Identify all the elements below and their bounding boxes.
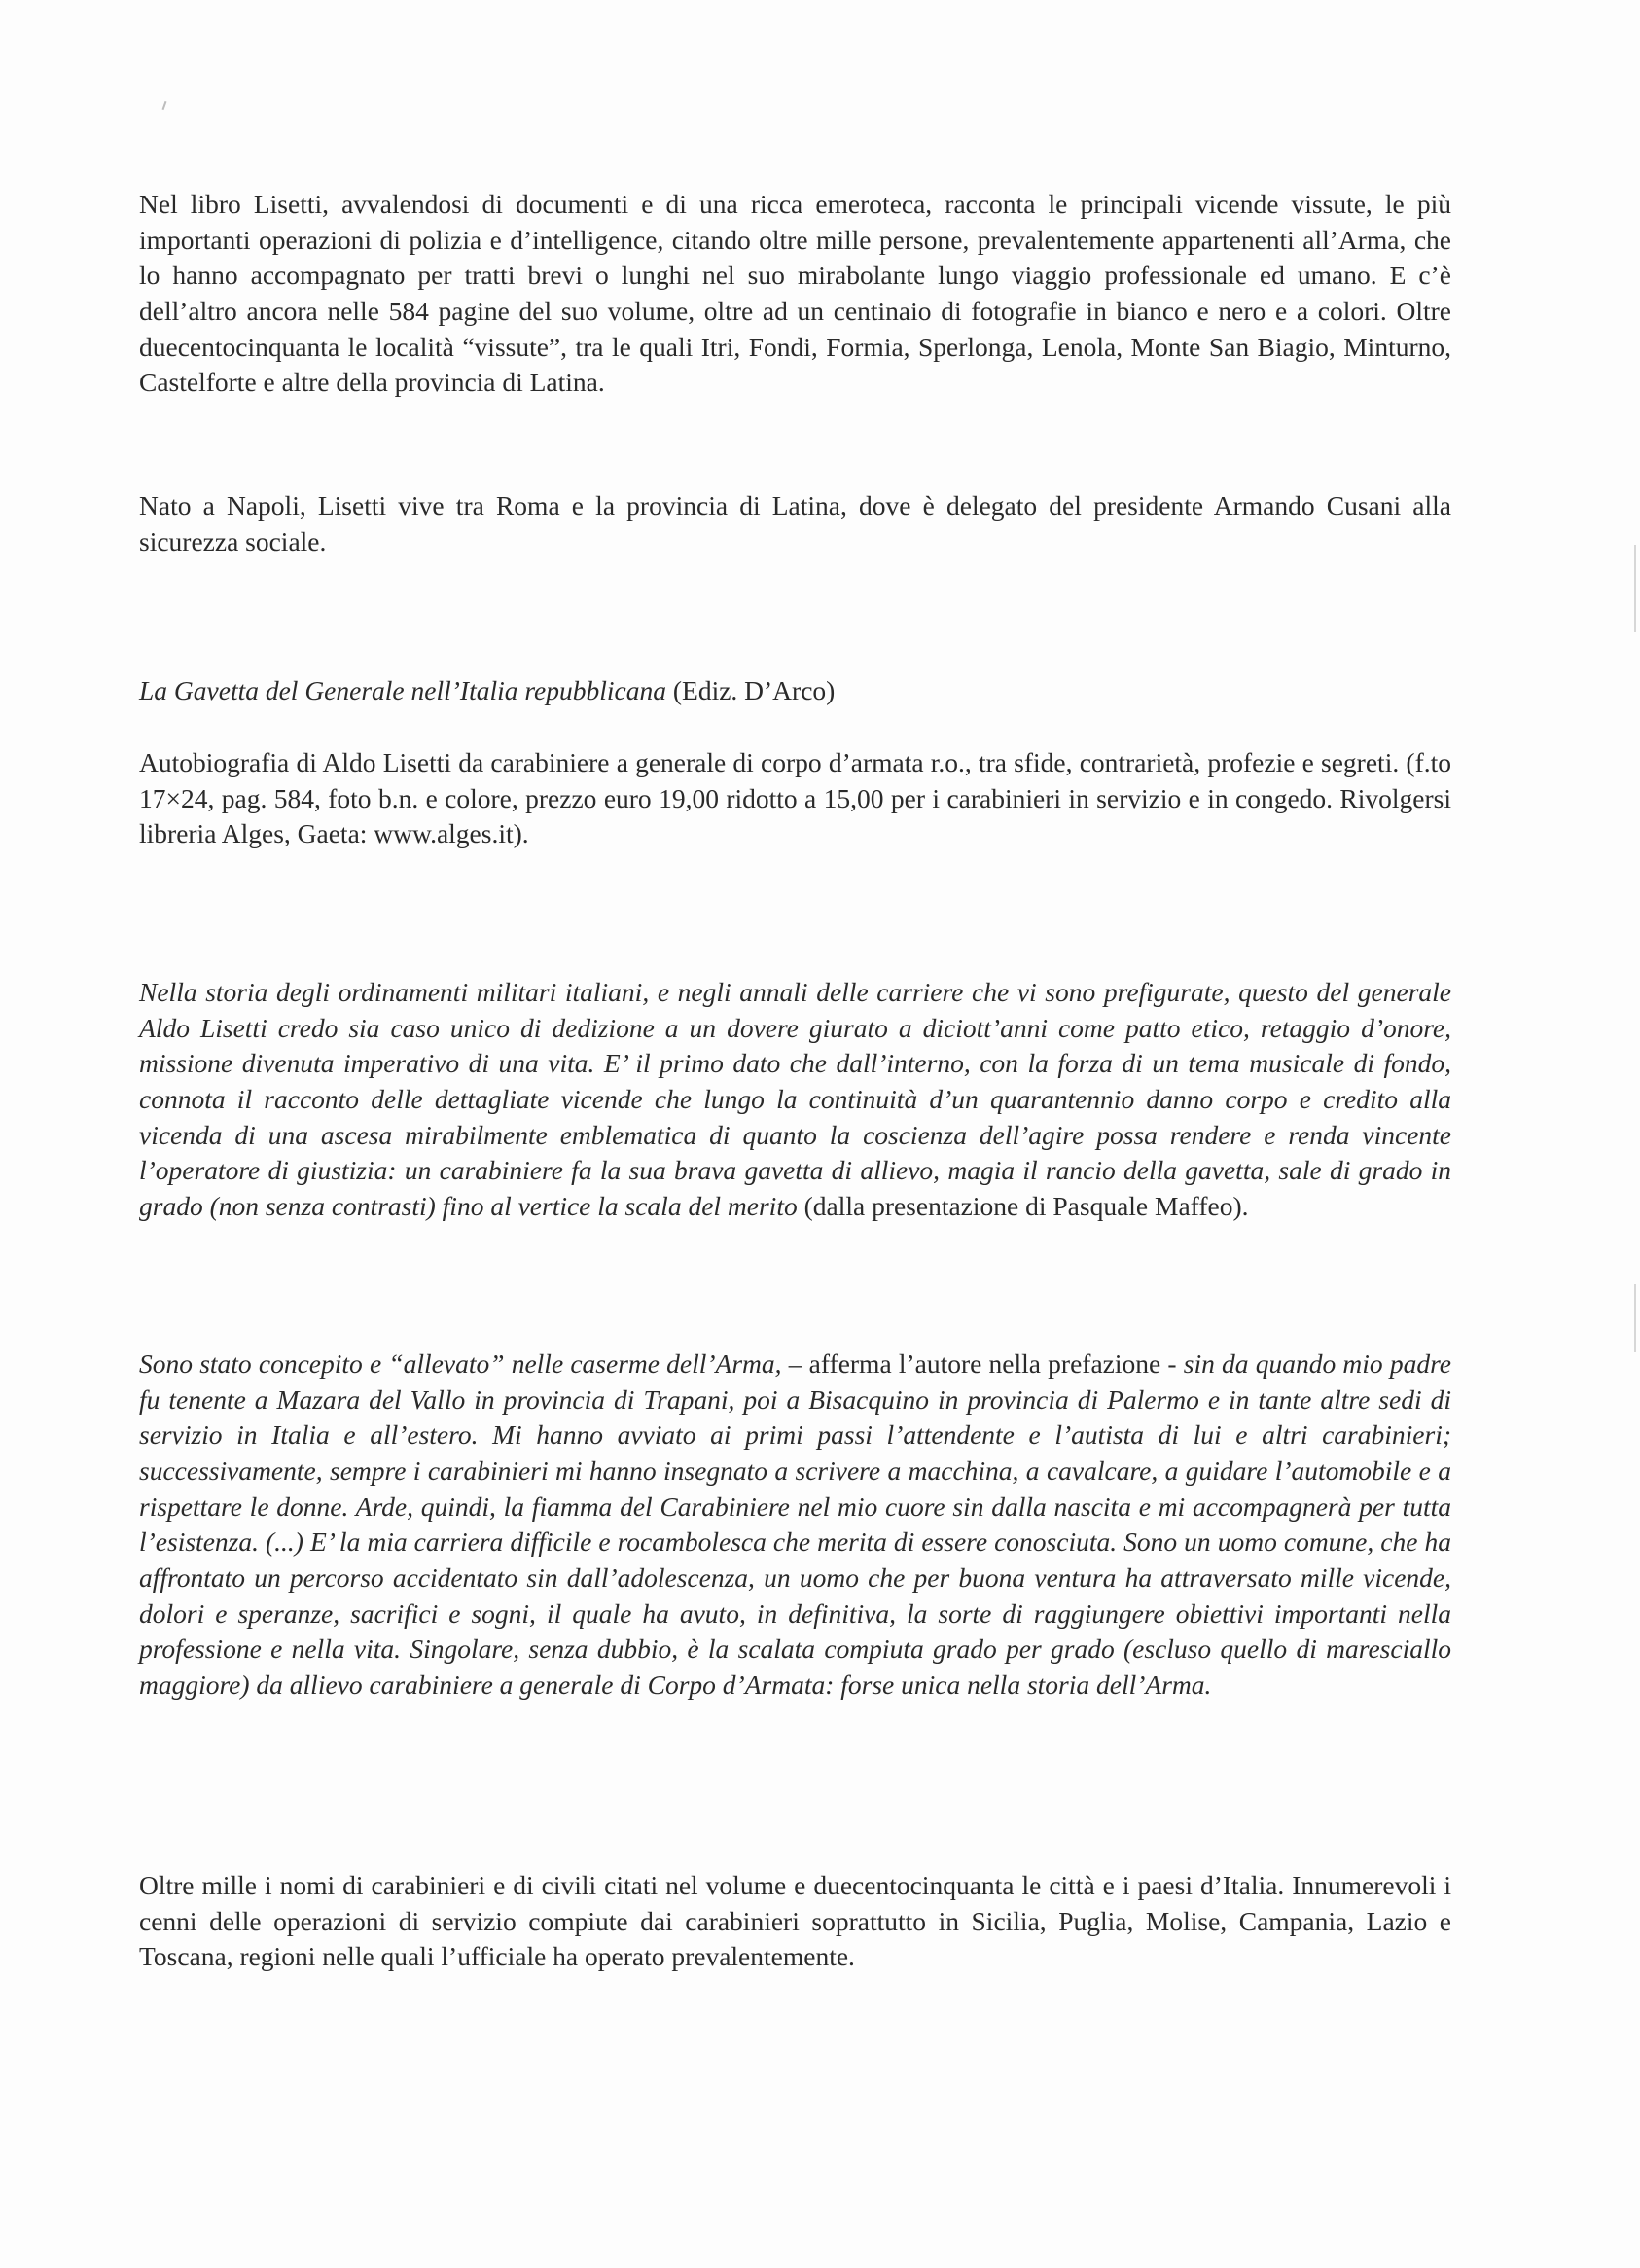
book-heading [139,673,1451,709]
paragraph-book-content: Nel libro Lisetti, avvalendosi di documenti e di una ricca emeroteca, racconta le principali vicende vissute, le più importanti operazioni di polizia e d’intelligence, citando oltre mille persone, prevalentemente appartenenti all’Arma, che lo hanno accompagnato per tratti brevi o lunghi nel suo mirabolante lungo viaggio professionale ed umano. E c’è dell’altro ancora nelle 584 pagine del suo volume, oltre ad un centinaio di fotografie in bianco e nero e a colori. Oltre duecentocinquanta le località “vissute”, tra le quali Itri, Fondi, Formia, Sperlonga, Lenola, Monte San Biagio, Minturno, Castelforte e altre della provincia di Latina. [139,189,1451,398]
paragraph-book-details: Autobiografia di Aldo Lisetti da carabiniere a generale di corpo d’armata r.o., tra sfide, contrarietà, profezie e segreti. (f.to 17×24, pag. 584, foto b.n. e colore, prezzo euro 19,00 ridotto a 15,00 per i carabinieri in servizio e in congedo. Rivolgersi libreria Alges, Gaeta: www.alges.it). [139,747,1451,849]
presentation-quote: Nella storia degli ordinamenti militari italiani, e negli annali delle carriere che vi sono prefigurate, questo del generale Aldo Lisetti credo sia caso unico di dedizione a un dovere giurato a diciott’anni come patto etico, retaggio d’onore, missione divenuta imperativo di una vita. E’ il primo dato che dall’interno, con la forza di un tema musicale di fondo, connota il racconto delle dettagliate vicende che lungo la continuità d’un quarantennio danno corpo e credito alla vicenda di una ascesa mirabilmente emblematica di quanto la coscienza dell’agire possa rendere e renda vincente l’operatore di giustizia: un carabiniere fa la sua brava gavetta di allievo, magia il rancio della gavetta, sale di grado in grado (non senza contrasti) fino al vertice la scala del merito [139,977,1451,1221]
paragraph-author-bio: Nato a Napoli, Lisetti vive tra Roma e la provincia di Latina, dove è delegato del presidente Armando Cusani alla sicurezza sociale. [139,490,1451,557]
paragraph-presentation [139,975,1451,1225]
presentation-attribution: (dalla presentazione di Pasquale Maffeo). [797,1190,1249,1221]
scan-edge-mark [1634,545,1636,632]
preface-quote-start: Sono stato concepito e “allevato” nelle caserme dell’Arma, [139,1349,789,1379]
paragraph-preface [139,1347,1451,1704]
preface-quote-body: sin da quando mio padre fu tenente a Mazara del Vallo in provincia di Trapani, poi a Bisacquino in provincia di Palermo e in tante altre sedi di servizio in Italia e all’estero. Mi hanno avviato ai primi passi l’attendente e l’autista di lui e altri carabinieri; successivamente, sempre i carabinieri mi hanno insegnato a scrivere a macchina, a cavalcare, a guidare l’automobile e a rispettare le donne. Arde, quindi, la fiamma del Carabiniere nel mio cuore sin dalla nascita e mi accompagnerà per tutta l’esistenza. (...) E’ la mia carriera difficile e rocambolesca che merita di essere conosciuta. Sono un uomo comune, che ha affrontato un percorso accidentato sin dall’adolescenza, un uomo che per buona ventura ha attraversato mille vicende, dolori e speranze, sacrifici e sogni, il quale ha avuto, in definitiva, la sorte di raggiungere obiettivi importanti nella professione e nella vita. Singolare, senza dubbio, è la scalata compiuta grado per grado (escluso quello di maresciallo maggiore) da allievo carabiniere a generale di Corpo d’Armata: forse unica nella storia dell’Arma. [139,1349,1451,1700]
preface-attribution: – afferma l’autore nella prefazione - [788,1349,1184,1379]
scan-speck [162,101,167,110]
paragraph-summary: Oltre mille i nomi di carabinieri e di civili citati nel volume e duecentocinquanta le città e i paesi d’Italia. Innumerevoli i cenni delle operazioni di servizio compiute dai carabinieri soprattutto in Sicilia, Puglia, Molise, Campania, Lazio e Toscana, regioni nelle quali l’ufficiale ha operato prevalentemente. [139,1870,1451,1972]
book-publisher: (Ediz. D’Arco) [665,675,836,705]
scan-edge-mark [1634,1284,1636,1352]
book-title: La Gavetta del Generale nell’Italia repubblicana [139,675,666,705]
